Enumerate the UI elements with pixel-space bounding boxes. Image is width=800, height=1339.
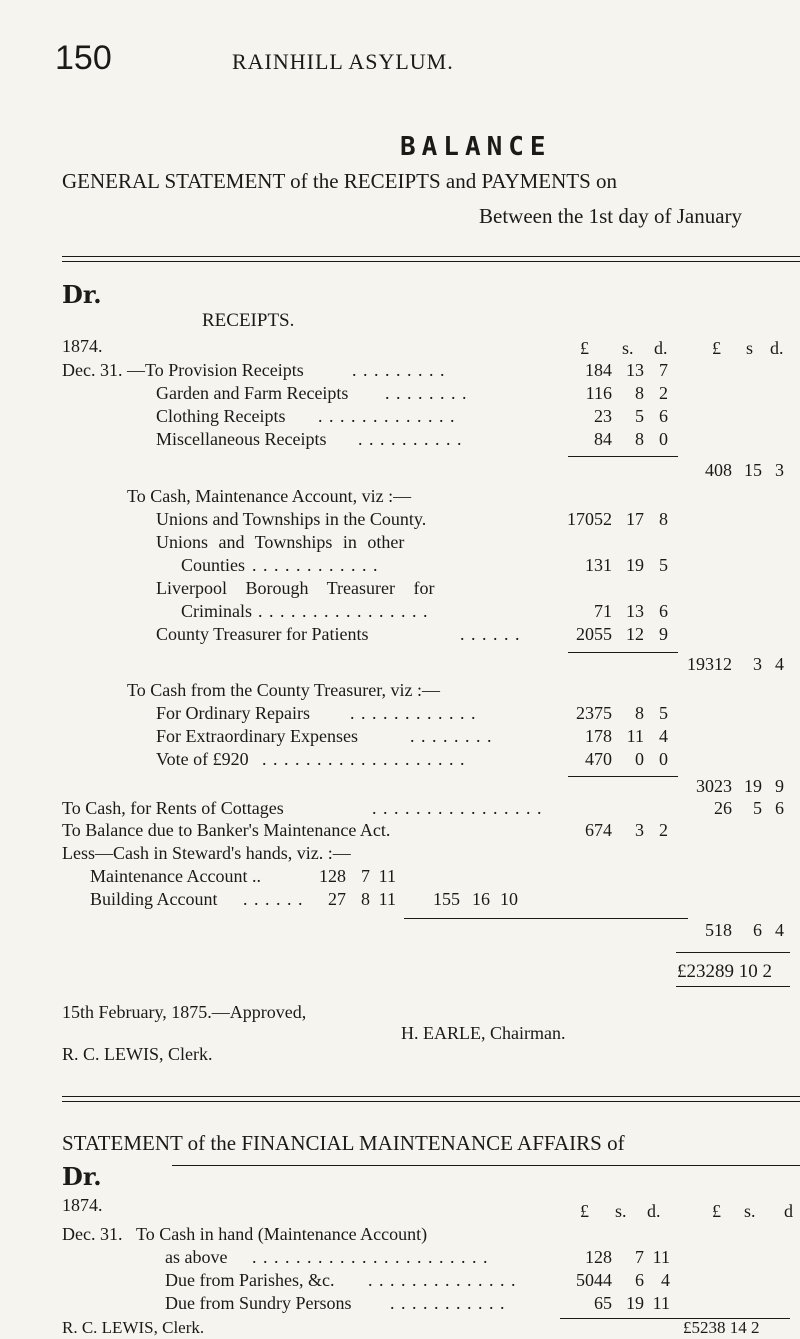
amount-pounds: 128: [319, 866, 346, 886]
less-cash-label: Less—Cash in Steward's hands, viz. :—: [62, 843, 351, 863]
subtotal-rule: [404, 918, 688, 919]
amount-pounds: 178: [585, 726, 612, 746]
amount-pence: 4: [661, 1270, 670, 1290]
amount-shillings: 7: [361, 866, 370, 886]
amount-pence: 0: [659, 749, 668, 769]
grand-total-rule-bottom: [676, 986, 790, 987]
county-heading: To Cash from the County Treasurer, viz :—: [127, 680, 440, 700]
page-number: 150: [55, 39, 112, 77]
statement-clerk: R. C. LEWIS, Clerk.: [62, 1318, 205, 1337]
leader-dots: . . . . . .: [460, 624, 521, 644]
clerk-signature: R. C. LEWIS, Clerk.: [62, 1044, 213, 1064]
leader-dots: . . . . . . . . . . . . . . . .: [258, 601, 429, 621]
amount-shillings: 13: [626, 360, 644, 380]
dr-mark: Dr.: [62, 280, 102, 309]
amount-shillings: 17: [626, 509, 644, 529]
date-label: Dec. 31.: [62, 360, 123, 380]
statement-heading-rule: [172, 1165, 800, 1166]
running-title: RAINHILL ASYLUM.: [232, 49, 454, 74]
row-label: Vote of £920: [156, 749, 249, 769]
amount-pence: 11: [652, 1247, 670, 1267]
amount-pounds: 23: [594, 406, 612, 426]
grand-total-rule: [676, 952, 790, 953]
row-label: For Ordinary Repairs: [156, 703, 310, 723]
top-rule-1: [62, 256, 800, 257]
col2-pounds: £: [712, 338, 721, 358]
subtotal-rule: [568, 776, 678, 777]
amount-pounds: 116: [585, 383, 612, 403]
maintenance-row-label: Counties: [181, 555, 246, 575]
col2-pounds: £: [712, 1201, 721, 1221]
total-shillings: 3: [753, 654, 762, 674]
building-account-label: Building Account: [90, 889, 218, 909]
amount-pounds: 184: [585, 360, 612, 380]
total-pence: 4: [775, 920, 784, 940]
rents-label: To Cash, for Rents of Cottages: [62, 798, 284, 818]
leader-dots: . . . . . . . . . . . . . . . . . . . . . .: [252, 1247, 489, 1267]
row-label: —To Provision Receipts: [127, 360, 304, 380]
amount-pence: 5: [659, 555, 668, 575]
maintenance-row-label: Criminals: [181, 601, 252, 621]
leader-dots: . . . . . . . . . . . . . . . . . . .: [262, 749, 466, 769]
statement-row-label: To Cash in hand (Maintenance Account): [136, 1224, 428, 1244]
maintenance-row-label: Unions and Townships in other: [156, 532, 405, 552]
amount-shillings: 13: [626, 601, 644, 621]
statement-year: 1874.: [62, 1195, 103, 1215]
leader-dots: . . . . . .: [243, 889, 304, 909]
amount-pence: 6: [659, 406, 668, 426]
row-label: Clothing Receipts: [156, 406, 286, 426]
receipts-heading: RECEIPTS.: [202, 310, 295, 331]
amount-pounds: 65: [594, 1293, 612, 1313]
maintenance-row-label: Unions and Townships in the County.: [156, 509, 427, 529]
bankers-pence: 2: [659, 820, 668, 840]
col2-shillings: s: [746, 338, 754, 358]
amount-shillings: 16: [472, 889, 490, 909]
col2-shillings: s.: [744, 1201, 756, 1221]
amount-pence: 5: [659, 703, 668, 723]
statement-row-label: Due from Sundry Persons: [165, 1293, 352, 1313]
leader-dots: . . . . . . . .: [385, 383, 468, 403]
balance-title: BALANCE: [400, 132, 552, 162]
chairman-signature: H. EARLE, Chairman.: [401, 1023, 566, 1043]
col2-pence: d.: [770, 338, 784, 358]
amount-pence: 8: [659, 509, 668, 529]
leader-dots: . . . . . . . . . . . . . . . .: [372, 798, 543, 818]
row-label: Miscellaneous Receipts: [156, 429, 327, 449]
total-pence: 4: [775, 654, 784, 674]
amount-pounds: 5044: [576, 1270, 612, 1290]
maintenance-row-label: County Treasurer for Patients: [156, 624, 369, 644]
col-pence: d.: [647, 1201, 661, 1221]
amount-shillings: 8: [361, 889, 370, 909]
amount-pounds: 17052: [567, 509, 612, 529]
col-shillings: s.: [615, 1201, 627, 1221]
total-pounds: 3023: [696, 776, 732, 796]
leader-dots: . . . . . . . . . . . .: [350, 703, 477, 723]
leader-dots: . . . . . . . . . . . .: [252, 555, 379, 575]
amount-pounds: 155: [433, 889, 460, 909]
col-shillings: s.: [622, 338, 634, 358]
amount-shillings: 8: [635, 703, 644, 723]
amount-shillings: 5: [635, 406, 644, 426]
statement-row-label: as above: [165, 1247, 228, 1267]
amount-pence: 11: [378, 889, 396, 909]
amount-pence: 11: [652, 1293, 670, 1313]
maintenance-row-label: Liverpool Borough Treasurer for: [156, 578, 435, 598]
amount-shillings: 19: [626, 1293, 644, 1313]
leader-dots: . . . . . . . .: [410, 726, 493, 746]
rents-pence: 6: [775, 798, 784, 818]
rents-shillings: 5: [753, 798, 762, 818]
total-shillings: 15: [744, 460, 762, 480]
col-pounds: £: [580, 338, 589, 358]
amount-pounds: 470: [585, 749, 612, 769]
amount-pounds: 27: [328, 889, 346, 909]
amount-shillings: 7: [635, 1247, 644, 1267]
balance-subtitle: GENERAL STATEMENT of the RECEIPTS and PAYMENTS on: [62, 169, 618, 193]
grand-total: £23289 10 2: [677, 961, 772, 982]
amount-shillings: 12: [626, 624, 644, 644]
leader-dots: . . . . . . . . . . .: [390, 1293, 506, 1313]
maintenance-heading: To Cash, Maintenance Account, viz :—: [127, 486, 412, 506]
amount-pence: 0: [659, 429, 668, 449]
subtotal-rule: [568, 652, 678, 653]
amount-pence: 9: [659, 624, 668, 644]
maintenance-account-label: Maintenance Account ..: [90, 866, 261, 886]
statement-row-label: Due from Parishes, &c.: [165, 1270, 335, 1290]
section-rule-2: [62, 1101, 800, 1102]
amount-pounds: 2055: [576, 624, 612, 644]
amount-pounds: 2375: [576, 703, 612, 723]
statement-grand-total: £5238 14 2: [683, 1318, 760, 1337]
rents-pounds: 26: [714, 798, 732, 818]
amount-pence: 10: [500, 889, 518, 909]
section-rule-1: [62, 1096, 800, 1097]
amount-shillings: 8: [635, 383, 644, 403]
row-label: For Extraordinary Expenses: [156, 726, 358, 746]
amount-pounds: 71: [594, 601, 612, 621]
amount-pounds: 84: [594, 429, 612, 449]
leader-dots: . . . . . . . . .: [352, 360, 446, 380]
total-pounds: 19312: [687, 654, 732, 674]
bankers-shillings: 3: [635, 820, 644, 840]
row-label: Garden and Farm Receipts: [156, 383, 349, 403]
leader-dots: . . . . . . . . . .: [358, 429, 463, 449]
bankers-label: To Balance due to Banker's Maintenance Act.: [62, 820, 391, 840]
amount-pence: 4: [659, 726, 668, 746]
top-rule-2: [62, 261, 800, 262]
amount-shillings: 11: [626, 726, 644, 746]
col-pence: d.: [654, 338, 668, 358]
total-pence: 9: [775, 776, 784, 796]
approved-line: 15th February, 1875.—Approved,: [62, 1002, 307, 1022]
amount-pence: 11: [378, 866, 396, 886]
col-pounds: £: [580, 1201, 589, 1221]
total-pounds: 518: [705, 920, 732, 940]
statement-title: STATEMENT of the FINANCIAL MAINTENANCE AFFAIRS of: [62, 1131, 625, 1155]
amount-pence: 7: [659, 360, 668, 380]
balance-subtitle-2: Between the 1st day of January: [479, 204, 743, 228]
amount-pounds: 131: [585, 555, 612, 575]
amount-shillings: 8: [635, 429, 644, 449]
total-pence: 3: [775, 460, 784, 480]
amount-shillings: 19: [626, 555, 644, 575]
statement-dr-mark: Dr.: [62, 1162, 102, 1191]
amount-pence: 2: [659, 383, 668, 403]
amount-pounds: 128: [585, 1247, 612, 1267]
amount-pence: 6: [659, 601, 668, 621]
leader-dots: . . . . . . . . . . . . . .: [368, 1270, 517, 1290]
amount-shillings: 6: [635, 1270, 644, 1290]
leader-dots: . . . . . . . . . . . . .: [318, 406, 456, 426]
subtotal-rule: [568, 456, 678, 457]
total-shillings: 19: [744, 776, 762, 796]
col2-pence: d: [784, 1201, 793, 1221]
total-shillings: 6: [753, 920, 762, 940]
statement-date: Dec. 31.: [62, 1224, 123, 1244]
bankers-pounds: 674: [585, 820, 612, 840]
total-pounds: 408: [705, 460, 732, 480]
year-label: 1874.: [62, 336, 103, 356]
amount-shillings: 0: [635, 749, 644, 769]
